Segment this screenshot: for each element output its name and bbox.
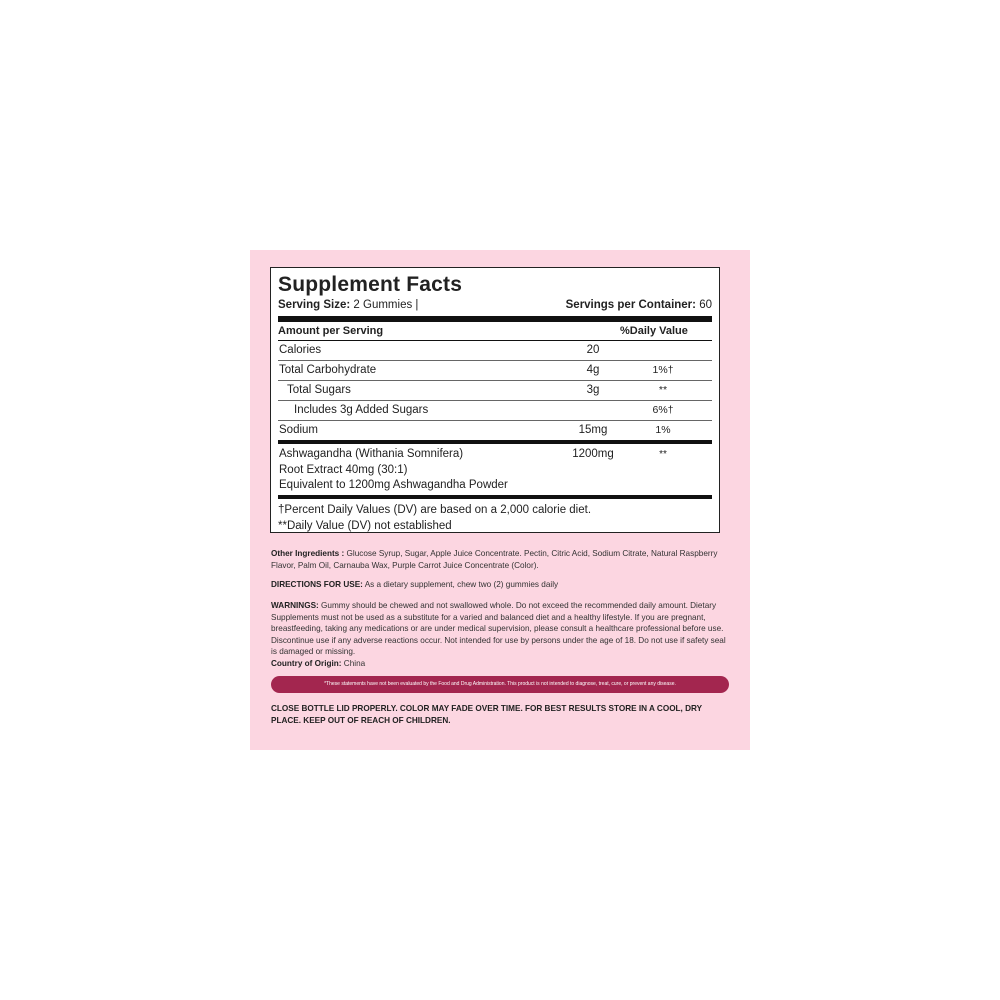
directions-label: DIRECTIONS FOR USE: — [271, 580, 363, 589]
divider-medium — [278, 495, 712, 499]
nutrient-amount: 4g — [586, 364, 600, 376]
nutrient-row-total-sugars — [278, 381, 712, 401]
nutrient-dv: 6%† — [652, 404, 674, 416]
warnings-label: WARNINGS: — [271, 601, 319, 610]
nutrient-row-sodium — [278, 421, 712, 440]
origin-value: China — [343, 659, 366, 668]
servings-label: Servings per Container: — [565, 299, 696, 311]
supplement-facts-box — [270, 267, 720, 533]
warnings-text: Gummy should be chewed and not swallowed whole. Do not exceed the recommended daily amount. Dietary Supplements must not be used as a substitute for a varied and balanced diet and a healthy lifestyle. If you are pregnant, breastfeeding, taking any medications or are under medical supervision, please consult a healthcare professional before use. Discontinue use if any adverse reactions occur. Not intended for use by persons under the age of 18. Do not use if safety seal is damaged or missing. — [271, 601, 726, 656]
fda-disclaimer-banner — [271, 676, 729, 693]
footnotes — [278, 502, 712, 534]
nutrient-name: Total Sugars — [287, 384, 351, 396]
origin-label: Country of Origin: — [271, 659, 342, 668]
ashwagandha-line-1: Ashwagandha (Withania Somnifera) — [279, 448, 464, 460]
amount-header: Amount per Serving — [278, 325, 384, 337]
nutrient-row-added-sugars — [278, 401, 712, 421]
amount-header-row — [278, 322, 712, 341]
nutrient-amount: 15mg — [578, 424, 608, 436]
directions-text: As a dietary supplement, chew two (2) gummies daily — [364, 580, 559, 589]
serving-info — [278, 298, 712, 312]
footnote-dv: †Percent Daily Values (DV) are based on a 2,000 calorie diet. — [278, 504, 592, 516]
nutrient-row-carbohydrate — [278, 361, 712, 381]
directions — [271, 579, 731, 591]
ashwagandha-line-3: Equivalent to 1200mg Ashwagandha Powder — [279, 479, 508, 491]
country-of-origin — [271, 658, 731, 670]
nutrient-amount: 20 — [586, 344, 600, 356]
ingredient-row-ashwagandha — [278, 444, 712, 493]
footnote-not-established: **Daily Value (DV) not established — [278, 520, 452, 532]
nutrient-name: Includes 3g Added Sugars — [294, 404, 429, 416]
servings-per-container — [566, 298, 712, 312]
nutrient-name: Total Carbohydrate — [279, 364, 377, 376]
serving-size-value: 2 Gummies | — [353, 299, 419, 311]
warnings — [271, 600, 731, 658]
ashwagandha-line-2: Root Extract 40mg (30:1) — [279, 463, 408, 476]
nutrient-row-calories — [278, 341, 712, 361]
nutrient-amount: 3g — [586, 384, 600, 396]
nutrient-dv: 1% — [655, 424, 671, 436]
storage-instructions: CLOSE BOTTLE LID PROPERLY. COLOR MAY FADE OVER TIME. FOR BEST RESULTS STORE IN A COOL, DRY PLACE. KEEP OUT OF REACH OF CHILDREN. — [271, 704, 702, 725]
serving-size — [278, 298, 418, 312]
servings-value: 60 — [699, 299, 712, 311]
nutrient-name: Calories — [279, 344, 322, 356]
ashwagandha-dv: ** — [659, 449, 667, 460]
nutrient-dv: 1%† — [652, 364, 674, 376]
serving-size-label: Serving Size: — [278, 299, 351, 311]
ashwagandha-amount: 1200mg — [572, 448, 614, 460]
supplement-facts-title: Supplement Facts — [278, 273, 463, 296]
dv-header: %Daily Value — [620, 325, 688, 337]
label-panel — [250, 250, 750, 750]
other-ingredients — [271, 548, 731, 571]
nutrient-dv: ** — [658, 384, 668, 396]
fda-disclaimer-text: *These statements have not been evaluated by the Food and Drug Administration. This product is not intended to diagnose, treat, cure, or prevent any disease. — [324, 681, 676, 687]
other-ingredients-text: Glucose Syrup, Sugar, Apple Juice Concentrate. Pectin, Citric Acid, Sodium Citrate, Natural Raspberry Flavor, Palm Oil, Carnauba Wax, Purple Carrot Juice Concentrate (Color). — [271, 549, 718, 570]
nutrient-name: Sodium — [279, 424, 318, 436]
other-ingredients-label: Other Ingredients : — [271, 549, 345, 558]
ashwagandha-name — [279, 447, 549, 494]
